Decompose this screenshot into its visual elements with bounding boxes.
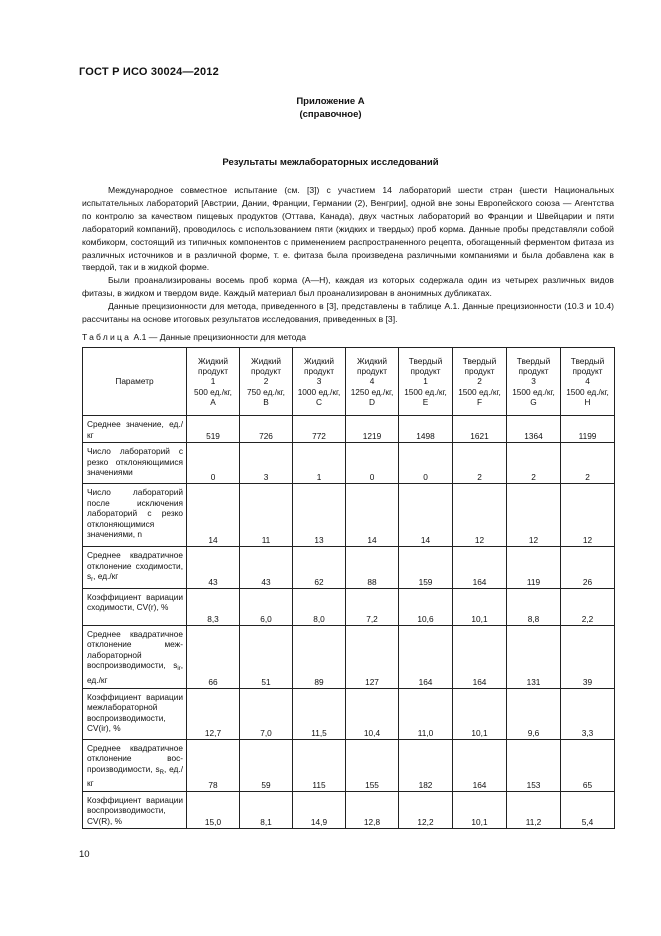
- table-body: [83, 416, 615, 829]
- value-cell: 12: [453, 484, 507, 547]
- paragraph: Были проанализированы восемь проб корма (А—Н), каждая из которых содержала один из четырех различных видов фитазы, в жидком и твердом виде. Каждый материал был проанализирован в анонимных дубликатах.: [82, 275, 614, 299]
- value-cell: 11: [240, 484, 293, 547]
- column-header-form: Твердый: [408, 355, 443, 366]
- value-cell: 59: [240, 739, 293, 791]
- parameter-label-text: Среднее значение, ед./кг: [87, 419, 183, 440]
- value-cell: 10,4: [346, 688, 399, 739]
- value-cell: 1219: [346, 416, 399, 443]
- column-header-num: 3: [316, 376, 322, 387]
- value-cell: 88: [346, 547, 399, 589]
- parameter-subscript: R: [159, 769, 164, 776]
- column-header-word: продукт: [572, 366, 603, 377]
- column-header-activity: 1500 ед./кг,: [404, 386, 447, 397]
- column-header-letter: A: [210, 396, 216, 407]
- column-header-letter: C: [316, 396, 322, 407]
- parameter-label: [83, 443, 187, 484]
- value-cell: 12,7: [187, 688, 240, 739]
- value-cell: 164: [453, 547, 507, 589]
- column-header-num: 3: [531, 376, 536, 387]
- table-caption-text: А.1 — Данные прецизионности для метода: [131, 332, 307, 342]
- value-cell: 78: [187, 739, 240, 791]
- value-cell: 2: [561, 443, 615, 484]
- value-cell: 2: [453, 443, 507, 484]
- value-cell: 182: [399, 739, 453, 791]
- table-row: [83, 688, 615, 739]
- column-header-activity: 1500 ед./кг,: [458, 386, 501, 397]
- value-cell: 9,6: [507, 688, 561, 739]
- column-header-letter: H: [584, 396, 591, 407]
- value-cell: 2: [507, 443, 561, 484]
- value-cell: 5,4: [561, 791, 615, 829]
- value-cell: 15,0: [187, 791, 240, 829]
- column-header-letter: F: [476, 396, 483, 407]
- column-header-activity: 1500 ед./кг,: [512, 386, 555, 397]
- parameter-label-unit: , ед./кг: [87, 763, 184, 788]
- value-cell: 0: [187, 443, 240, 484]
- value-cell: 13: [293, 484, 346, 547]
- value-cell: 66: [187, 625, 240, 688]
- parameter-label: [83, 625, 187, 688]
- value-cell: 1199: [561, 416, 615, 443]
- column-header-letter: E: [422, 396, 429, 407]
- parameter-label: [83, 416, 187, 443]
- column-header-activity: 500 ед./кг,: [194, 386, 232, 397]
- document-header: ГОСТ Р ИСО 30024—2012: [79, 66, 219, 78]
- parameter-subscript: r: [91, 577, 94, 583]
- value-cell: 12: [507, 484, 561, 547]
- value-cell: 164: [399, 625, 453, 688]
- parameter-label: [83, 588, 187, 625]
- parameter-label: [83, 547, 187, 589]
- table-row: [83, 484, 615, 547]
- table-row: [83, 547, 615, 589]
- paragraph: Международное совместное испытание (см. [3]) с участием 14 лабораторий шести стран {шести Национальных испытательных лабораторий [Австрии, Дании, Франции, Германии (2), Венгрии], одной вне зоны Европейского союза — Агентства по контролю за качеством пищевых продуктов (Оттава, Канада), двух частных лабораторий во Франции и Швейцарии и пяти лабораторий компаний}, проводилось с использованием пяти (жидких и твердых) проб корма. Данные пробы представляли собой комбикорм, состоящий из типичных компонентов с применением распространенного рецепта, обогащенный ферментом фитаза из различных источников и в различной форме, т. е. фитаза была произведена различными компаниями и была добавлена как в твердой, так и в жидкой форме.: [82, 185, 614, 273]
- page-number: 10: [79, 849, 90, 860]
- column-header-form: Жидкий: [303, 355, 335, 366]
- column-header-activity: 1500 ед./кг,: [566, 386, 609, 397]
- table-row: [83, 416, 615, 443]
- column-header-word: продукт: [250, 366, 282, 377]
- value-cell: 51: [240, 625, 293, 688]
- column-header-num: 1: [210, 376, 216, 387]
- column-header-form: Жидкий: [197, 355, 229, 366]
- value-cell: 8,3: [187, 588, 240, 625]
- sample-column-header: [187, 348, 240, 416]
- value-cell: 10,1: [453, 791, 507, 829]
- section-title: Результаты межлабораторных исследований: [222, 157, 439, 168]
- value-cell: 43: [240, 547, 293, 589]
- value-cell: 1621: [453, 416, 507, 443]
- value-cell: 12: [561, 484, 615, 547]
- param-column-header: Параметр: [83, 348, 187, 416]
- value-cell: 14: [187, 484, 240, 547]
- value-cell: 26: [561, 547, 615, 589]
- parameter-label-unit: , ед./кг: [87, 660, 183, 685]
- value-cell: 164: [453, 625, 507, 688]
- column-header-letter: G: [530, 396, 537, 407]
- value-cell: 65: [561, 739, 615, 791]
- value-cell: 772: [293, 416, 346, 443]
- column-header-activity: 1000 ед./кг,: [297, 386, 341, 397]
- parameter-label: [83, 484, 187, 547]
- value-cell: 89: [293, 625, 346, 688]
- value-cell: 8,8: [507, 588, 561, 625]
- column-header-num: 1: [423, 376, 428, 387]
- sample-column-header: [240, 348, 293, 416]
- sample-column-header: [399, 348, 453, 416]
- value-cell: 153: [507, 739, 561, 791]
- column-header-word: продукт: [464, 366, 495, 377]
- table-header-row: [83, 348, 615, 416]
- column-header-word: продукт: [518, 366, 549, 377]
- value-cell: 12,8: [346, 791, 399, 829]
- value-cell: 726: [240, 416, 293, 443]
- value-cell: 39: [561, 625, 615, 688]
- value-cell: 62: [293, 547, 346, 589]
- value-cell: 10,1: [453, 688, 507, 739]
- sample-column-header: [346, 348, 399, 416]
- value-cell: 7,0: [240, 688, 293, 739]
- value-cell: 119: [507, 547, 561, 589]
- table-row: [83, 588, 615, 625]
- parameter-label-text: Среднее квадратичное отклонение воспроизводимости, s: [87, 742, 183, 774]
- column-header-activity: 750 ед./кг,: [247, 386, 285, 397]
- value-cell: 6,0: [240, 588, 293, 625]
- value-cell: 127: [346, 625, 399, 688]
- value-cell: 0: [346, 443, 399, 484]
- column-header-num: 4: [369, 376, 375, 387]
- value-cell: 131: [507, 625, 561, 688]
- value-cell: 10,1: [453, 588, 507, 625]
- column-header-form: Жидкий: [250, 355, 282, 366]
- parameter-label-text: Среднее квадратичное отклонение сходимости, s: [87, 550, 183, 581]
- parameter-label-text: Коэффициент вариации сходимости, CV(r), %: [87, 591, 183, 612]
- parameter-label: [83, 791, 187, 829]
- paragraph: Данные прецизионности для метода, приведенного в [3], представлены в таблице А.1. Данные прецизионности (10.3 и 10.4) рассчитаны на основе итоговых результатов исследования, приведенных в [3].: [82, 301, 614, 325]
- precision-table: [82, 347, 615, 829]
- value-cell: 14: [399, 484, 453, 547]
- parameter-label: [83, 739, 187, 791]
- column-header-letter: B: [263, 396, 269, 407]
- table-row: [83, 791, 615, 829]
- column-header-form: Твердый: [570, 355, 605, 366]
- table-row: [83, 625, 615, 688]
- column-header-letter: D: [369, 396, 375, 407]
- value-cell: 3: [240, 443, 293, 484]
- value-cell: 11,2: [507, 791, 561, 829]
- column-header-num: 4: [585, 376, 590, 387]
- sample-column-header: [507, 348, 561, 416]
- sample-column-header: [561, 348, 615, 416]
- value-cell: 519: [187, 416, 240, 443]
- parameter-label-text: Число лабораторий после исключения лабораторий с резко отклоняющимися значениями, n: [87, 487, 183, 539]
- value-cell: 8,0: [293, 588, 346, 625]
- parameter-label-text: Число лабораторий с резко отклоняющимися значениями: [87, 446, 183, 477]
- value-cell: 2,2: [561, 588, 615, 625]
- value-cell: 164: [453, 739, 507, 791]
- column-header-form: Жидкий: [356, 355, 388, 366]
- value-cell: 1498: [399, 416, 453, 443]
- column-header-word: продукт: [197, 366, 229, 377]
- body-text: [82, 184, 614, 326]
- parameter-label-text: Среднее квадратичное отклонение межлабораторной воспроизводимости, s: [87, 628, 183, 670]
- table-caption-prefix: Таблица: [82, 332, 132, 342]
- value-cell: 43: [187, 547, 240, 589]
- value-cell: 8,1: [240, 791, 293, 829]
- sample-column-header: [453, 348, 507, 416]
- appendix-note: (справочное): [299, 109, 362, 120]
- column-header-form: Твердый: [462, 355, 497, 366]
- sample-column-header: [293, 348, 346, 416]
- value-cell: 11,0: [399, 688, 453, 739]
- value-cell: 11,5: [293, 688, 346, 739]
- value-cell: 159: [399, 547, 453, 589]
- value-cell: 12,2: [399, 791, 453, 829]
- value-cell: 7,2: [346, 588, 399, 625]
- column-header-num: 2: [263, 376, 269, 387]
- parameter-subscript: ir: [177, 666, 181, 672]
- appendix-title: Приложение А: [296, 96, 365, 107]
- table-row: [83, 443, 615, 484]
- value-cell: 14: [346, 484, 399, 547]
- value-cell: 115: [293, 739, 346, 791]
- value-cell: 1: [293, 443, 346, 484]
- value-cell: 10,6: [399, 588, 453, 625]
- column-header-word: продукт: [356, 366, 388, 377]
- parameter-label-unit: , ед./кг: [93, 571, 119, 581]
- column-header-form: Твердый: [516, 355, 551, 366]
- table-caption: [82, 332, 306, 342]
- column-header-word: продукт: [410, 366, 441, 377]
- parameter-label: [83, 688, 187, 739]
- column-header-word: продукт: [303, 366, 335, 377]
- value-cell: 1364: [507, 416, 561, 443]
- value-cell: 155: [346, 739, 399, 791]
- value-cell: 0: [399, 443, 453, 484]
- table-row: [83, 739, 615, 791]
- column-header-activity: 1250 ед./кг,: [350, 386, 394, 397]
- value-cell: 14,9: [293, 791, 346, 829]
- column-header-num: 2: [477, 376, 482, 387]
- value-cell: 3,3: [561, 688, 615, 739]
- parameter-label-text: Коэффициент вариации межлабораторной воспроизводимости, CV(ir), %: [87, 691, 183, 733]
- parameter-label-text: Коэффициент вариации воспроизводимости, CV(R), %: [87, 794, 183, 826]
